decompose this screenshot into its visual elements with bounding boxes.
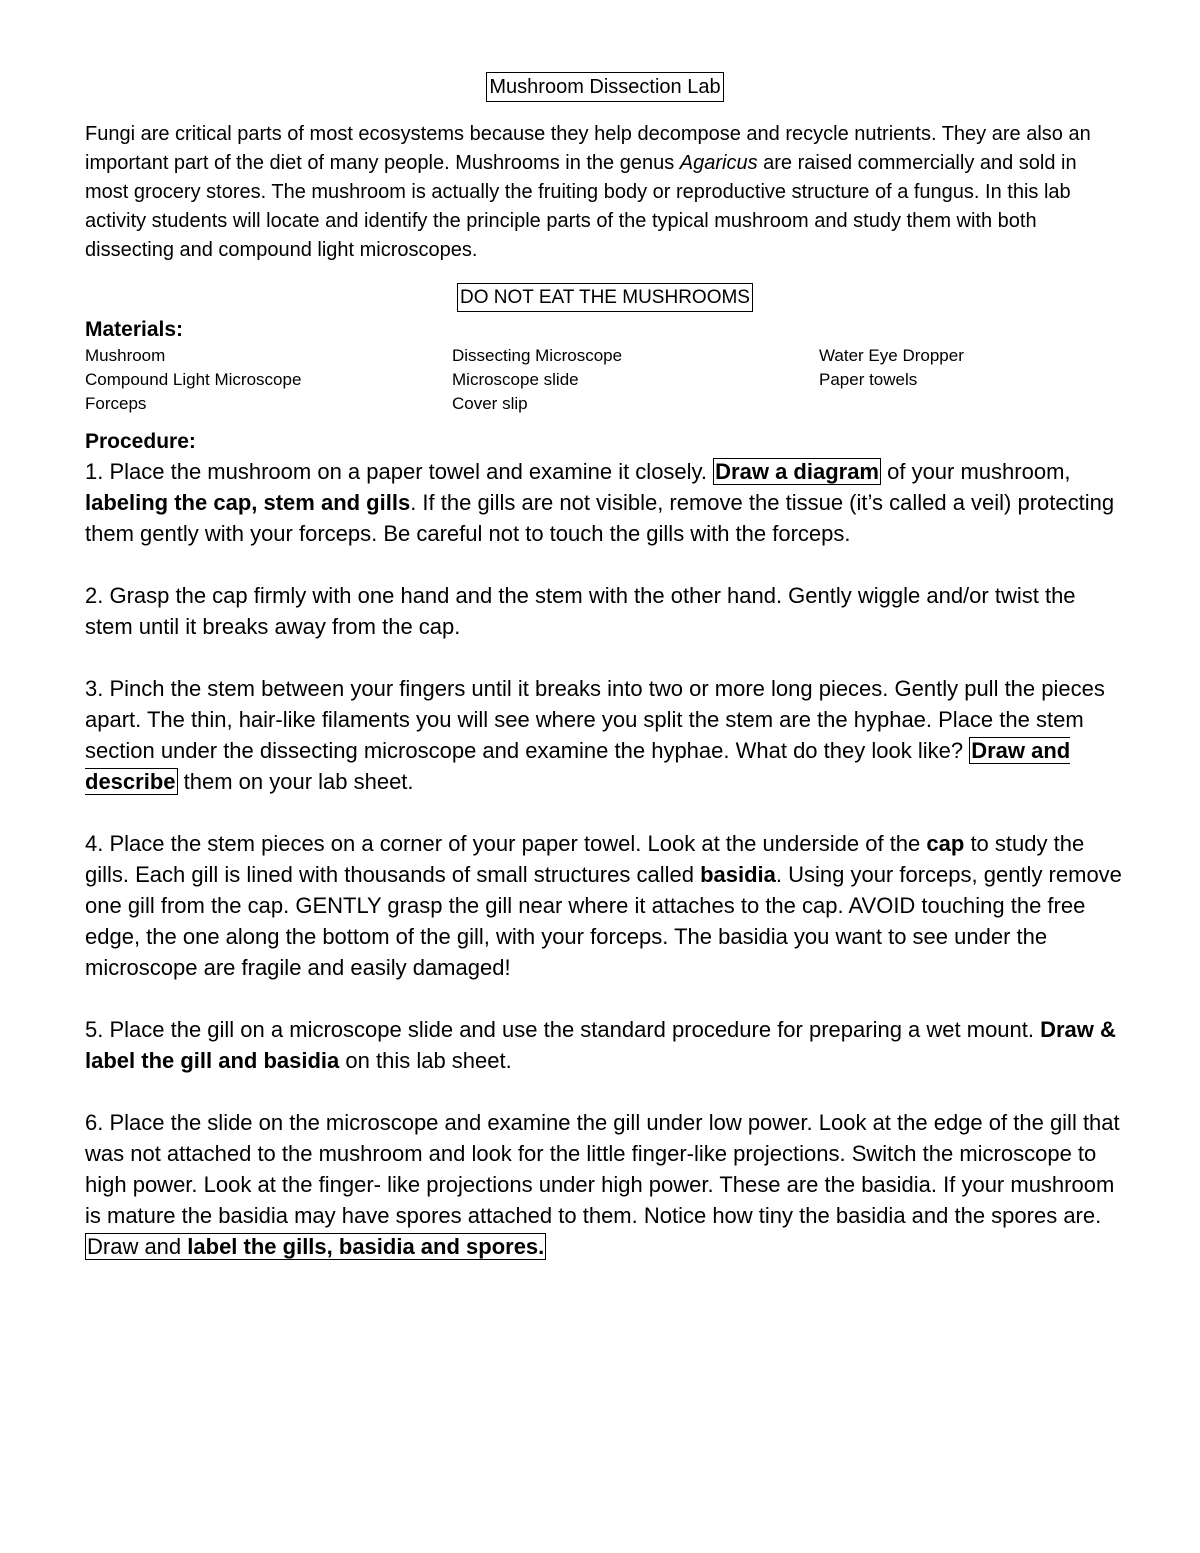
step4-cap-term: cap [926,831,965,856]
procedure-step-4 [85,828,1125,983]
intro-text-1: Fungi are critical parts of most ecosystems because they help decompose and recycle nutrients. They are also an important part of the diet of many people. Mushrooms in the genus [85,123,1091,174]
step4-basidia-term: basidia [700,862,776,887]
material-item: Mushroom [85,346,166,365]
step6-box-bold: label the gills, basidia and spores. [187,1234,545,1259]
step6-box-plain: Draw and [87,1234,188,1259]
page-title: Mushroom Dissection Lab [486,72,723,102]
material-item: Forceps [85,394,147,413]
step1-text-c: . If the gills are not visible, remove the tissue (it’s called a veil) protecting them gently with your forceps. Be careful not to touch the gills with the forceps. [85,490,1115,546]
step4-text-b: to study the gills. Each gill is lined with thousands of small structures called [85,831,1085,887]
document-page [85,72,1125,1293]
step6-text-a: 6. Place the slide on the microscope and examine the gill under low power. Look at the edge of the gill that was not attached to the mushroom and look for the little finger-like projections. Switch the microscope to high power. Look at the finger- like projections under high power. These are the basidia. If your mushroom is mature the basidia may have spores attached to them. Notice how tiny the basidia and the spores are. [85,1110,1120,1228]
step1-bold-instruction: labeling the cap, stem and gills [85,490,411,515]
step5-bold-instruction: Draw & label the gill and basidia [85,1017,1116,1073]
material-item [819,392,1119,416]
warning-box: DO NOT EAT THE MUSHROOMS [457,283,753,312]
material-item: Compound Light Microscope [85,370,302,389]
procedure-step-3 [85,673,1125,797]
materials-list [85,344,1125,416]
procedure-step-2: 2. Grasp the cap firmly with one hand and the stem with the other hand. Gently wiggle and/or twist the stem until it breaks away from the cap. [85,583,1076,639]
intro-genus: Agaricus [679,152,758,174]
procedure-step-6 [85,1107,1125,1262]
step3-text-b: them on your lab sheet. [177,769,414,794]
procedure-step-5 [85,1014,1125,1076]
title-wrap [85,72,1125,102]
material-item: Dissecting Microscope [452,346,623,365]
step1-text-b: of your mushroom, [881,459,1071,484]
step4-text-c: . Using your forceps, gently remove one gill from the cap. GENTLY grasp the gill near where it attaches to the cap. AVOID touching the free edge, the one along the bottom of the gill, with your forceps. The basidia you want to see under the microscope are fragile and easily damaged! [85,862,1122,980]
intro-text-2: are raised commercially and sold in most grocery stores. The mushroom is actually the fruiting body or reproductive structure of a fungus. In this lab activity students will locate and identify the principle parts of the typical mushroom and study them with both dissecting and compound light microscopes. [85,152,1077,261]
material-item: Microscope slide [452,370,579,389]
step3-text-a: 3. Pinch the stem between your fingers until it breaks into two or more long pieces. Gently pull the pieces apart. The thin, hair-like filaments you will see where you split the stem are the hyphae. Place the stem section under the dissecting microscope and examine the hyphae. What do they look like? [85,676,1105,763]
step3-boxed-instruction: Draw and describe [85,738,1071,794]
step1-text-a: 1. Place the mushroom on a paper towel and examine it closely. [85,459,714,484]
material-item: Water Eye Dropper [819,346,964,365]
procedure-heading: Procedure: [85,430,196,453]
material-item: Cover slip [452,394,528,413]
intro-paragraph [85,120,1125,265]
material-item: Paper towels [819,370,918,389]
warning-wrap [85,283,1125,312]
step1-boxed-instruction: Draw a diagram [715,459,879,484]
step5-text-a: 5. Place the gill on a microscope slide and use the standard procedure for preparing a wet mount. [85,1017,1041,1042]
step6-boxed-instruction [85,1233,546,1260]
procedure-step-1 [85,456,1125,549]
step4-text-a: 4. Place the stem pieces on a corner of your paper towel. Look at the underside of the [85,831,927,856]
step5-text-b: on this lab sheet. [339,1048,512,1073]
materials-heading: Materials: [85,318,184,341]
